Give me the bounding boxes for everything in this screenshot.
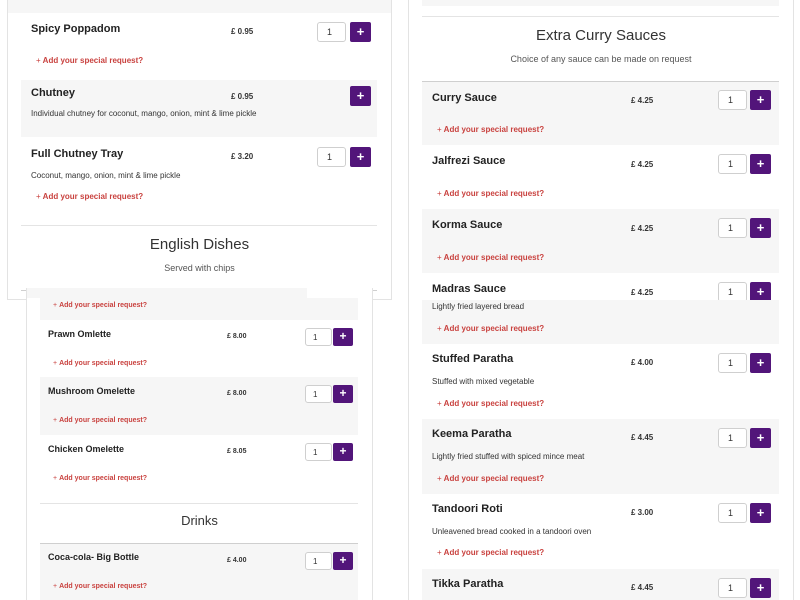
quantity-input[interactable]: 1 (305, 328, 332, 346)
quantity-input[interactable]: 1 (718, 154, 747, 174)
menu-item (21, 13, 377, 76)
item-name: Coca-cola- Big Bottle (48, 552, 140, 562)
special-request-label: Add your special request? (59, 360, 148, 367)
item-price: £ 0.95 (231, 27, 254, 36)
item-name: Full Chutney Tray (31, 148, 124, 160)
menu-item (40, 377, 358, 435)
plus-icon: + (36, 192, 41, 201)
special-request-label: Add your special request? (443, 324, 545, 333)
special-request-label: Add your special request? (59, 302, 148, 309)
special-request-link[interactable] (53, 360, 147, 367)
quantity-input[interactable]: 1 (718, 578, 747, 598)
item-description: Unleavened bread cooked in a tandoori oven (432, 527, 592, 536)
section-title-english-dishes: English Dishes (149, 236, 250, 253)
plus-icon: + (53, 417, 58, 424)
special-request-label: Add your special request? (443, 399, 545, 408)
menu-item (422, 300, 779, 344)
quantity-input[interactable]: 1 (718, 282, 747, 302)
special-request-link[interactable] (437, 125, 544, 134)
menu-item (40, 435, 358, 493)
plus-icon: + (437, 548, 442, 557)
item-price: £ 4.25 (631, 160, 654, 169)
special-request-link[interactable] (437, 324, 544, 333)
add-to-cart-button[interactable]: + (333, 328, 353, 346)
menu-item-leading (422, 0, 779, 6)
special-request-link[interactable] (437, 474, 544, 483)
special-request-label: Add your special request? (443, 253, 545, 262)
item-price: £ 3.00 (631, 508, 654, 517)
plus-icon: + (53, 360, 58, 367)
peek-strip (27, 288, 307, 298)
add-to-cart-button[interactable]: + (750, 154, 771, 174)
item-name: Tandoori Roti (432, 503, 503, 515)
item-description: Lightly fried stuffed with spiced mince meat (432, 452, 585, 461)
add-to-cart-button[interactable]: + (750, 353, 771, 373)
plus-icon: + (53, 475, 58, 482)
item-name: Korma Sauce (432, 219, 503, 231)
special-request-link[interactable] (36, 56, 143, 65)
special-request-link[interactable] (53, 475, 147, 482)
menu-item (40, 320, 358, 377)
item-price: £ 4.25 (631, 224, 654, 233)
special-request-link[interactable] (36, 192, 143, 201)
special-request-label: Add your special request? (443, 548, 545, 557)
item-name: Curry Sauce (432, 92, 497, 104)
section-subtitle: Choice of any sauce can be made on request (510, 54, 692, 64)
menu-item (422, 145, 779, 209)
menu-panel-top-right (408, 0, 794, 302)
section-divider (21, 225, 377, 226)
special-request-label: Add your special request? (443, 125, 545, 134)
item-price: £ 3.20 (231, 152, 254, 161)
special-request-label: Add your special request? (42, 192, 144, 201)
menu-item (422, 273, 779, 302)
special-request-link[interactable] (437, 189, 544, 198)
add-to-cart-button[interactable]: + (350, 22, 371, 42)
plus-icon: + (437, 474, 442, 483)
add-to-cart-button[interactable]: + (350, 147, 371, 167)
add-to-cart-button[interactable]: + (333, 552, 353, 570)
quantity-input[interactable]: 1 (718, 428, 747, 448)
menu-item (422, 209, 779, 273)
special-request-link[interactable] (437, 399, 544, 408)
add-to-cart-button[interactable]: + (750, 428, 771, 448)
menu-item (40, 544, 358, 600)
menu-item (21, 137, 377, 209)
quantity-input[interactable]: 1 (718, 90, 747, 110)
special-request-label: Add your special request? (59, 475, 148, 482)
menu-item (422, 494, 779, 569)
menu-item (422, 569, 779, 600)
quantity-input[interactable]: 1 (305, 552, 332, 570)
item-name: Tikka Paratha (432, 578, 504, 590)
item-price: £ 4.45 (631, 583, 654, 592)
item-description: Lightly fried layered bread (432, 302, 525, 311)
item-name: Keema Paratha (432, 428, 512, 440)
quantity-input[interactable]: 1 (305, 385, 332, 403)
plus-icon: + (437, 125, 442, 134)
add-to-cart-button[interactable]: + (750, 218, 771, 238)
plus-icon: + (53, 583, 58, 590)
add-to-cart-button[interactable]: + (750, 90, 771, 110)
item-name: Mushroom Omelette (48, 386, 136, 396)
section-divider (422, 16, 779, 17)
quantity-input[interactable]: 1 (317, 147, 346, 167)
add-to-cart-button[interactable]: + (750, 503, 771, 523)
item-price: £ 4.25 (631, 96, 654, 105)
special-request-label: Add your special request? (59, 583, 148, 590)
item-price: £ 4.00 (631, 358, 654, 367)
add-to-cart-button[interactable]: + (333, 385, 353, 403)
special-request-label: Add your special request? (59, 417, 148, 424)
item-name: Prawn Omlette (48, 329, 112, 339)
section-title-extra-curry-sauces: Extra Curry Sauces (535, 27, 667, 44)
item-name: Jalfrezi Sauce (432, 155, 506, 167)
add-to-cart-button[interactable]: + (333, 443, 353, 461)
menu-item (422, 344, 779, 419)
plus-icon: + (437, 189, 442, 198)
menu-panel-top-left (7, 0, 392, 300)
item-price: £ 8.05 (227, 448, 247, 455)
section-title-drinks: Drinks (181, 513, 218, 528)
plus-icon: + (437, 399, 442, 408)
item-name: Chicken Omelette (48, 444, 125, 454)
add-to-cart-button[interactable]: + (750, 282, 771, 302)
plus-icon: + (437, 324, 442, 333)
item-description: Coconut, mango, onion, mint & lime pickle (31, 171, 181, 180)
plus-icon: + (437, 253, 442, 262)
item-description: Stuffed with mixed vegetable (432, 377, 535, 386)
special-request-label: Add your special request? (42, 56, 144, 65)
item-price: £ 4.00 (227, 557, 247, 564)
section-divider (40, 503, 358, 504)
menu-panel-bottom-left (26, 288, 373, 600)
plus-icon: + (36, 56, 41, 65)
menu-item (40, 298, 358, 320)
quantity-input[interactable]: 1 (718, 503, 747, 523)
special-request-link[interactable] (437, 253, 544, 262)
menu-item (422, 82, 779, 145)
plus-icon: + (53, 302, 58, 309)
item-name: Spicy Poppadom (31, 23, 121, 35)
special-request-link[interactable] (53, 302, 147, 309)
section-subtitle: Served with chips (164, 263, 235, 273)
add-to-cart-button[interactable]: + (750, 578, 771, 598)
quantity-input[interactable]: 1 (317, 22, 346, 42)
special-request-label: Add your special request? (443, 189, 545, 198)
special-request-link[interactable] (53, 583, 147, 590)
special-request-label: Add your special request? (443, 474, 545, 483)
item-price: £ 4.45 (631, 433, 654, 442)
item-name: Madras Sauce (432, 283, 506, 295)
special-request-link[interactable] (53, 417, 147, 424)
item-price: £ 8.00 (227, 390, 247, 397)
item-price: £ 4.25 (631, 288, 654, 297)
item-price: £ 8.00 (227, 333, 247, 340)
quantity-input[interactable]: 1 (718, 353, 747, 373)
quantity-input[interactable]: 1 (305, 443, 332, 461)
menu-item (422, 419, 779, 494)
menu-panel-bottom-right (408, 300, 794, 600)
item-name: Stuffed Paratha (432, 353, 514, 365)
item-name: Chutney (31, 87, 75, 99)
special-request-link[interactable] (437, 548, 544, 557)
add-to-cart-button[interactable]: + (350, 86, 371, 106)
item-description: Individual chutney for coconut, mango, onion, mint & lime pickle (31, 109, 257, 118)
menu-item-leading (8, 0, 391, 13)
quantity-input[interactable]: 1 (718, 218, 747, 238)
menu-item (21, 80, 377, 137)
item-price: £ 0.95 (231, 92, 254, 101)
